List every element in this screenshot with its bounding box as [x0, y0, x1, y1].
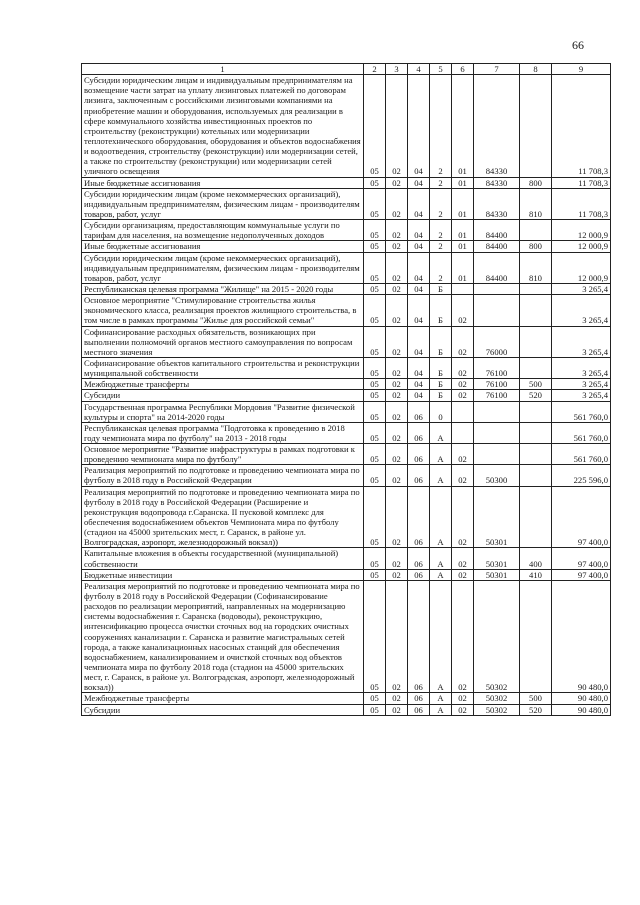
amount: 97 400,0 — [552, 486, 611, 548]
code-expense-type: 520 — [520, 704, 552, 715]
code-program: А — [430, 444, 452, 465]
code-program: Б — [430, 295, 452, 326]
row-name: Иные бюджетные ассигнования — [82, 241, 364, 252]
code-program: Б — [430, 379, 452, 390]
code-subsection-2: 06 — [408, 422, 430, 443]
column-header: 2 — [364, 64, 386, 75]
code-expense-type — [520, 422, 552, 443]
code-expense-type — [520, 444, 552, 465]
table-row — [82, 693, 611, 704]
table-row — [82, 357, 611, 378]
code-activity: 01 — [452, 177, 474, 188]
code-activity — [452, 422, 474, 443]
code-program: 2 — [430, 188, 452, 219]
amount: 3 265,4 — [552, 390, 611, 401]
code-subsection: 02 — [386, 75, 408, 177]
code-activity: 02 — [452, 390, 474, 401]
column-header: 8 — [520, 64, 552, 75]
code-activity: 01 — [452, 241, 474, 252]
code-subsection: 02 — [386, 357, 408, 378]
row-name: Основное мероприятие "Стимулирование строительства жилья экономического класса, реализация проектов жилищного строительства, в том числе в рамках программы "Жилье для российской семьи" — [82, 295, 364, 326]
code-subsection-2: 06 — [408, 693, 430, 704]
code-program: Б — [430, 357, 452, 378]
code-program: 2 — [430, 220, 452, 241]
row-name: Субсидии организациям, предоставляющим коммунальные услуги по тарифам для населения, на возмещение недополученных доходов — [82, 220, 364, 241]
table-row — [82, 283, 611, 294]
code-subsection-2: 06 — [408, 444, 430, 465]
table-row — [82, 75, 611, 177]
code-expense-type: 800 — [520, 177, 552, 188]
row-name: Субсидии юридическим лицам (кроме некоммерческих организаций), индивидуальным предпринимателям, физическим лицам - производителям товаров, работ, услуг — [82, 252, 364, 283]
amount: 97 400,0 — [552, 569, 611, 580]
code-expense-type — [520, 486, 552, 548]
code-activity: 01 — [452, 75, 474, 177]
code-program: 2 — [430, 252, 452, 283]
code-activity — [452, 283, 474, 294]
table-row — [82, 326, 611, 357]
code-subsection-2: 06 — [408, 580, 430, 693]
code-activity: 02 — [452, 295, 474, 326]
column-header: 4 — [408, 64, 430, 75]
code-subsection: 02 — [386, 580, 408, 693]
amount: 561 760,0 — [552, 401, 611, 422]
code-subsection: 02 — [386, 283, 408, 294]
code-expense-type: 400 — [520, 548, 552, 569]
code-activity: 02 — [452, 548, 474, 569]
code-target-article: 84330 — [474, 188, 520, 219]
row-name: Субсидии юридическим лицам и индивидуальным предпринимателям на возмещение части затрат на уплату лизинговых платежей по договорам лизинга, заключенным с российскими лизинговыми компаниями на приобретение машин и оборудования, используемых для реализации в сфере коммунального хозяйства инвестиционных проектов по строительству (реконструкции) котельных или модернизации теплотехнического оборудования, оборудования и объектов водоснабжения и водоотведения, строительству (реконструкции) или модернизации сетей, а также по строительству (реконструкции) или модернизации сетей уличного освещения — [82, 75, 364, 177]
table-row — [82, 379, 611, 390]
row-name: Реализация мероприятий по подготовке и проведению чемпионата мира по футболу в 2018 году в Российской Федерации (Расширение и реконструкция водопровода г.Саранска. II пусковой комплекс для обеспечения водоснабжением объектов Чемпионата мира по футболу (стадион на 45000 зрительских мест, г. Саранск, в районе ул. Волгоградская, аэропорт, железнодорожный вокзал)) — [82, 486, 364, 548]
code-target-article: 76100 — [474, 390, 520, 401]
code-subsection-2: 04 — [408, 252, 430, 283]
code-expense-type: 520 — [520, 390, 552, 401]
code-section: 05 — [364, 704, 386, 715]
code-section: 05 — [364, 390, 386, 401]
code-subsection: 02 — [386, 422, 408, 443]
table-row — [82, 580, 611, 693]
code-subsection: 02 — [386, 295, 408, 326]
row-name: Бюджетные инвестиции — [82, 569, 364, 580]
row-name: Межбюджетные трансферты — [82, 693, 364, 704]
code-activity: 02 — [452, 569, 474, 580]
amount: 3 265,4 — [552, 283, 611, 294]
table-row — [82, 177, 611, 188]
code-subsection-2: 04 — [408, 379, 430, 390]
code-activity: 02 — [452, 465, 474, 486]
code-target-article: 50300 — [474, 465, 520, 486]
code-subsection: 02 — [386, 444, 408, 465]
code-program: 2 — [430, 241, 452, 252]
code-expense-type — [520, 220, 552, 241]
code-program: Б — [430, 326, 452, 357]
code-target-article — [474, 295, 520, 326]
table-row — [82, 486, 611, 548]
table-body — [82, 75, 611, 716]
amount: 561 760,0 — [552, 444, 611, 465]
code-target-article: 84400 — [474, 220, 520, 241]
column-header: 3 — [386, 64, 408, 75]
code-section: 05 — [364, 486, 386, 548]
code-section: 05 — [364, 188, 386, 219]
code-expense-type — [520, 401, 552, 422]
code-subsection: 02 — [386, 379, 408, 390]
code-subsection-2: 06 — [408, 569, 430, 580]
table-row — [82, 548, 611, 569]
code-section: 05 — [364, 465, 386, 486]
code-program: А — [430, 704, 452, 715]
row-name: Субсидии — [82, 704, 364, 715]
code-section: 05 — [364, 357, 386, 378]
table-row — [82, 401, 611, 422]
code-subsection-2: 06 — [408, 704, 430, 715]
table-row — [82, 188, 611, 219]
row-name: Основное мероприятие "Развитие инфраструктуры в рамках подготовки к проведению чемпионата мира по футболу" — [82, 444, 364, 465]
table-row — [82, 241, 611, 252]
code-target-article: 50301 — [474, 486, 520, 548]
code-section: 05 — [364, 422, 386, 443]
code-target-article: 50302 — [474, 693, 520, 704]
code-subsection: 02 — [386, 704, 408, 715]
code-activity: 01 — [452, 188, 474, 219]
code-activity: 01 — [452, 252, 474, 283]
code-activity: 01 — [452, 220, 474, 241]
row-name: Межбюджетные трансферты — [82, 379, 364, 390]
code-subsection: 02 — [386, 177, 408, 188]
row-name: Республиканская целевая программа "Подготовка к проведению в 2018 году чемпионата мира по футболу" на 2013 - 2018 годы — [82, 422, 364, 443]
code-activity: 02 — [452, 693, 474, 704]
code-section: 05 — [364, 177, 386, 188]
code-expense-type — [520, 283, 552, 294]
code-target-article: 84330 — [474, 177, 520, 188]
code-section: 05 — [364, 75, 386, 177]
table-row — [82, 220, 611, 241]
code-section: 05 — [364, 241, 386, 252]
code-subsection: 02 — [386, 486, 408, 548]
code-target-article — [474, 422, 520, 443]
code-target-article: 50302 — [474, 580, 520, 693]
amount: 3 265,4 — [552, 357, 611, 378]
page-number: 66 — [572, 38, 584, 52]
code-subsection-2: 04 — [408, 177, 430, 188]
code-section: 05 — [364, 548, 386, 569]
row-name: Субсидии — [82, 390, 364, 401]
code-target-article: 50301 — [474, 569, 520, 580]
table-row — [82, 422, 611, 443]
column-header: 6 — [452, 64, 474, 75]
amount: 97 400,0 — [552, 548, 611, 569]
row-name: Софинансирование объектов капитального строительства и реконструкции муниципальной собственности — [82, 357, 364, 378]
code-program: А — [430, 548, 452, 569]
code-target-article — [474, 444, 520, 465]
code-program: А — [430, 693, 452, 704]
amount: 90 480,0 — [552, 580, 611, 693]
code-section: 05 — [364, 401, 386, 422]
amount: 3 265,4 — [552, 379, 611, 390]
row-name: Иные бюджетные ассигнования — [82, 177, 364, 188]
amount: 11 708,3 — [552, 188, 611, 219]
code-target-article: 84330 — [474, 75, 520, 177]
code-subsection: 02 — [386, 188, 408, 219]
code-program: Б — [430, 283, 452, 294]
amount: 561 760,0 — [552, 422, 611, 443]
code-section: 05 — [364, 220, 386, 241]
column-header: 9 — [552, 64, 611, 75]
code-activity: 02 — [452, 486, 474, 548]
amount: 3 265,4 — [552, 326, 611, 357]
column-header: 7 — [474, 64, 520, 75]
code-activity — [452, 401, 474, 422]
code-program: А — [430, 569, 452, 580]
code-subsection: 02 — [386, 326, 408, 357]
code-expense-type: 410 — [520, 569, 552, 580]
code-expense-type — [520, 357, 552, 378]
code-subsection: 02 — [386, 693, 408, 704]
code-program: 0 — [430, 401, 452, 422]
table-row — [82, 465, 611, 486]
code-subsection-2: 06 — [408, 548, 430, 569]
code-expense-type — [520, 580, 552, 693]
amount: 90 480,0 — [552, 693, 611, 704]
amount: 90 480,0 — [552, 704, 611, 715]
code-section: 05 — [364, 252, 386, 283]
code-subsection-2: 04 — [408, 220, 430, 241]
amount: 11 708,3 — [552, 177, 611, 188]
table-row — [82, 295, 611, 326]
code-activity: 02 — [452, 444, 474, 465]
code-subsection: 02 — [386, 390, 408, 401]
code-subsection: 02 — [386, 220, 408, 241]
code-expense-type: 500 — [520, 693, 552, 704]
code-expense-type: 810 — [520, 252, 552, 283]
code-target-article — [474, 401, 520, 422]
code-subsection-2: 04 — [408, 326, 430, 357]
column-header: 5 — [430, 64, 452, 75]
code-expense-type — [520, 295, 552, 326]
row-name: Государственная программа Республики Мордовия "Развитие физической культуры и спорта" на 2014-2020 годы — [82, 401, 364, 422]
code-subsection: 02 — [386, 569, 408, 580]
code-expense-type: 500 — [520, 379, 552, 390]
code-subsection-2: 06 — [408, 486, 430, 548]
code-subsection: 02 — [386, 241, 408, 252]
code-subsection-2: 06 — [408, 465, 430, 486]
row-name: Реализация мероприятий по подготовке и проведению чемпионата мира по футболу в 2018 году в Российской Федерации (Софинансирование расходов по реализации мероприятий, направленных на модернизацию системы водоснабжения г. Саранска (водоводы), реконструкцию, интенсификацию процесса очистки сточных вод на городских очистных сооружениях канализации г. Саранска и развитие магистральных сетей города, а также канализационных насосных станций для обеспечения водоснабжением, канализированием и очисткой сточных вод объектов чемпионата мира по футболу 2018 года (стадион на 45000 зрительских мест, г. Саранск, в районе ул. Волгоградская, аэропорт, железнодорожный вокзал)) — [82, 580, 364, 693]
code-subsection: 02 — [386, 252, 408, 283]
table-row — [82, 444, 611, 465]
code-subsection-2: 04 — [408, 295, 430, 326]
code-program: А — [430, 422, 452, 443]
code-target-article: 76000 — [474, 326, 520, 357]
code-activity: 02 — [452, 357, 474, 378]
code-subsection: 02 — [386, 548, 408, 569]
code-subsection-2: 04 — [408, 241, 430, 252]
row-name: Республиканская целевая программа "Жилище" на 2015 - 2020 годы — [82, 283, 364, 294]
amount: 12 000,9 — [552, 220, 611, 241]
code-subsection: 02 — [386, 401, 408, 422]
code-subsection-2: 04 — [408, 75, 430, 177]
column-header: 1 — [82, 64, 364, 75]
code-section: 05 — [364, 580, 386, 693]
code-section: 05 — [364, 295, 386, 326]
code-subsection: 02 — [386, 465, 408, 486]
amount: 12 000,9 — [552, 241, 611, 252]
code-subsection-2: 06 — [408, 401, 430, 422]
code-program: Б — [430, 390, 452, 401]
amount: 225 596,0 — [552, 465, 611, 486]
code-section: 05 — [364, 326, 386, 357]
code-expense-type — [520, 326, 552, 357]
code-target-article: 76100 — [474, 357, 520, 378]
code-expense-type: 800 — [520, 241, 552, 252]
table-row — [82, 252, 611, 283]
code-program: 2 — [430, 75, 452, 177]
code-program: А — [430, 486, 452, 548]
amount: 3 265,4 — [552, 295, 611, 326]
code-target-article — [474, 283, 520, 294]
table-row — [82, 569, 611, 580]
code-section: 05 — [364, 693, 386, 704]
amount: 12 000,9 — [552, 252, 611, 283]
code-target-article: 84400 — [474, 252, 520, 283]
row-name: Капитальные вложения в объекты государственной (муниципальной) собственности — [82, 548, 364, 569]
header-row — [82, 64, 611, 75]
row-name: Субсидии юридическим лицам (кроме некоммерческих организаций), индивидуальным предпринимателям, физическим лицам - производителям товаров, работ, услуг — [82, 188, 364, 219]
code-program: А — [430, 580, 452, 693]
code-subsection-2: 04 — [408, 390, 430, 401]
table-row — [82, 704, 611, 715]
code-target-article: 76100 — [474, 379, 520, 390]
code-target-article: 84400 — [474, 241, 520, 252]
code-section: 05 — [364, 444, 386, 465]
code-expense-type: 810 — [520, 188, 552, 219]
code-section: 05 — [364, 569, 386, 580]
table-row — [82, 390, 611, 401]
code-expense-type — [520, 465, 552, 486]
code-target-article: 50302 — [474, 704, 520, 715]
code-subsection-2: 04 — [408, 283, 430, 294]
code-activity: 02 — [452, 580, 474, 693]
row-name: Софинансирование расходных обязательств, возникающих при выполнении полномочий органов местного самоуправления по вопросам местного значения — [82, 326, 364, 357]
code-target-article: 50301 — [474, 548, 520, 569]
code-activity: 02 — [452, 326, 474, 357]
code-expense-type — [520, 75, 552, 177]
code-program: А — [430, 465, 452, 486]
code-subsection-2: 04 — [408, 188, 430, 219]
amount: 11 708,3 — [552, 75, 611, 177]
code-subsection-2: 04 — [408, 357, 430, 378]
row-name: Реализация мероприятий по подготовке и проведению чемпионата мира по футболу в 2018 году в Российской Федерации — [82, 465, 364, 486]
code-activity: 02 — [452, 704, 474, 715]
code-section: 05 — [364, 379, 386, 390]
code-program: 2 — [430, 177, 452, 188]
code-section: 05 — [364, 283, 386, 294]
budget-table — [81, 63, 611, 716]
code-activity: 02 — [452, 379, 474, 390]
